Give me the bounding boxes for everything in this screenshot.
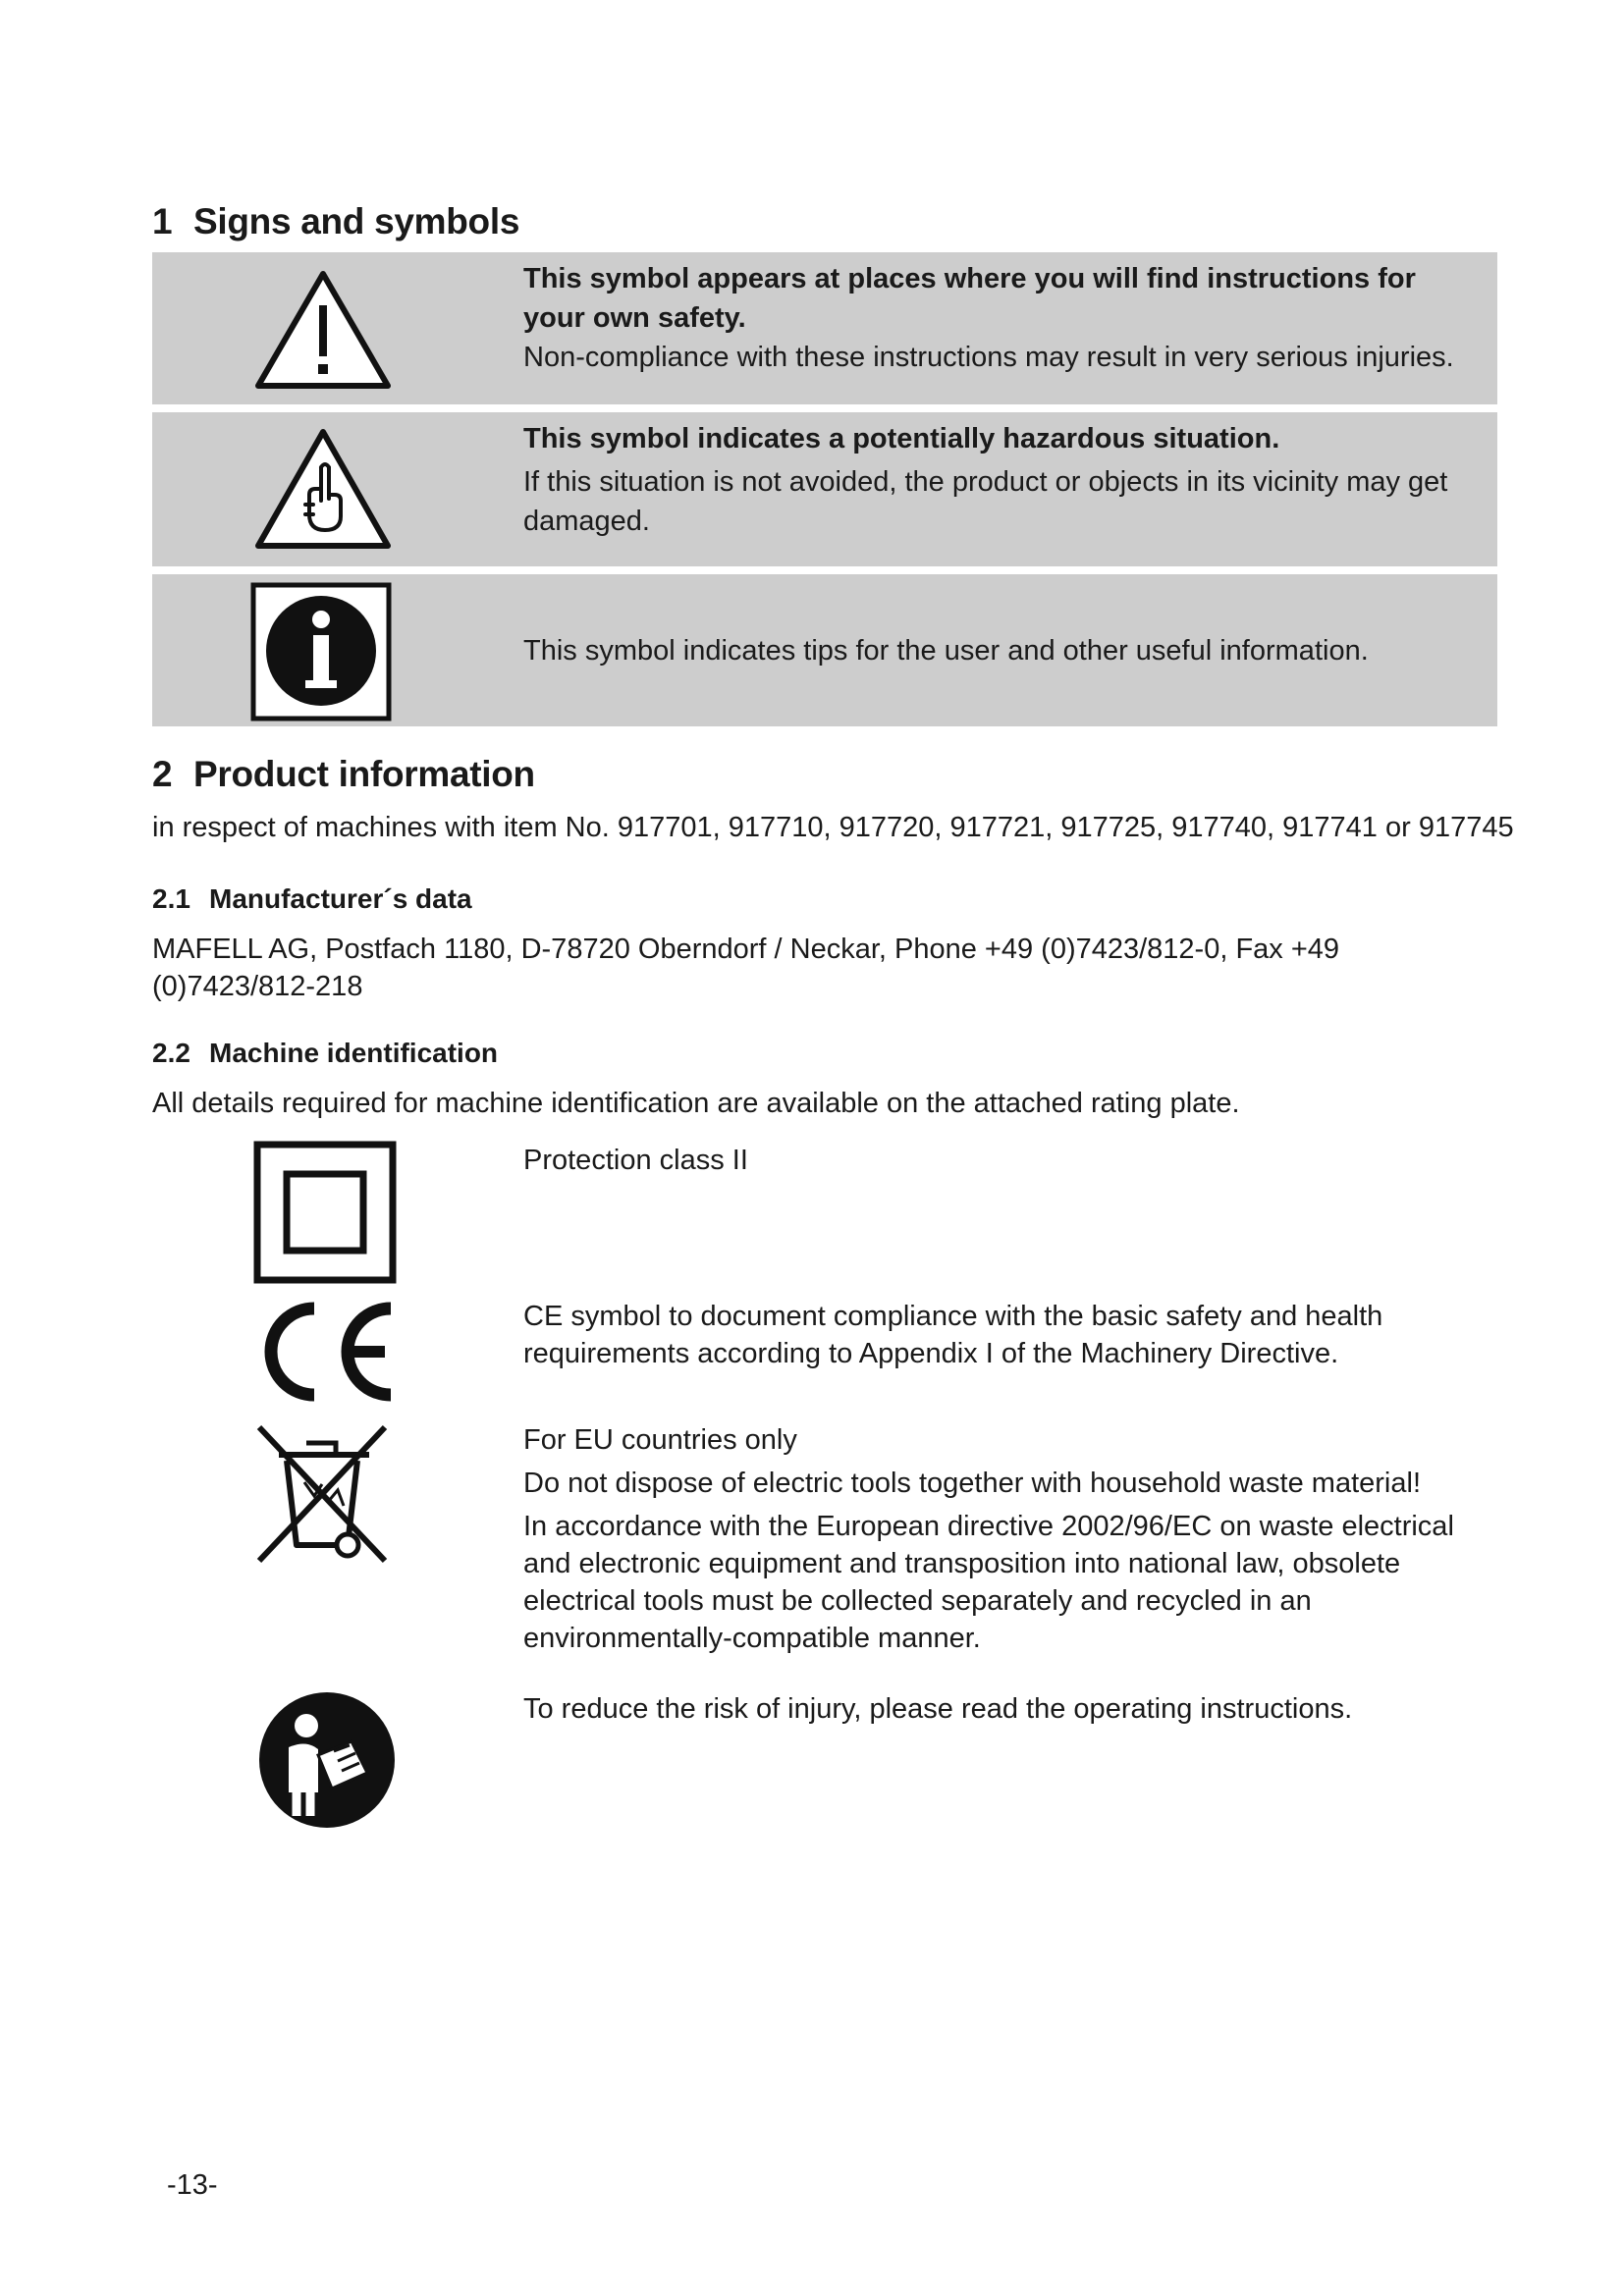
protection-class-text: Protection class II [523, 1145, 748, 1176]
subsection-heading-manufacturer: 2.1 Manufacturer´s data [152, 883, 472, 914]
symbol-hazard-bold: This symbol indicates a potentially hazardous situation. [523, 423, 1280, 454]
read-instructions-text: To reduce the risk of injury, please read the operating instructions. [523, 1693, 1353, 1725]
section-heading-product-information: 2 Product information [152, 754, 535, 794]
machine-identification-text: All details required for machine identification are available on the attached rating plate. [152, 1088, 1240, 1119]
symbol-row-info [152, 574, 1497, 726]
symbol-safety-text: Non-compliance with these instructions may result in very serious injuries. [523, 342, 1454, 373]
ce-symbol-text: CE symbol to document compliance with the basic safety and health requirements according to Appendix I of the Machinery Directive. [523, 1301, 1383, 1369]
crossed-bin-icon [253, 1421, 391, 1567]
section-heading-signs-symbols: 1 Signs and symbols [152, 201, 520, 241]
weee-disposal-text: For EU countries only Do not dispose of electric tools together with household waste material! In accordance with the European directive 2002/96/EC on waste electrical and electronic equipment and transposition into national law, obsolete electrical tools must be collected separately and recycled in an environmentally-compatible manner. [523, 1424, 1454, 1654]
subsection-heading-machine-identification: 2.2 Machine identification [152, 1038, 499, 1068]
product-items-intro: in respect of machines with item No. 917701, 917710, 917720, 917721, 917725, 917740, 917741 or 917745 [152, 812, 1514, 843]
warning-exclamation-icon [250, 266, 396, 394]
ce-mark-icon [253, 1301, 401, 1403]
page-number: -13- [167, 2169, 218, 2201]
symbol-info-text: This symbol indicates tips for the user and other useful information. [523, 635, 1369, 667]
read-manual-icon [257, 1690, 397, 1830]
symbol-safety-bold: This symbol appears at places where you will find instructions for your own safety. [523, 263, 1416, 334]
hazard-hand-icon [250, 424, 396, 556]
protection-class-ii-icon [253, 1141, 397, 1284]
info-icon [250, 582, 392, 721]
symbol-row-hazard [152, 412, 1497, 566]
symbol-hazard-text: If this situation is not avoided, the product or objects in its vicinity may get damaged. [523, 466, 1448, 537]
manufacturer-data-text: MAFELL AG, Postfach 1180, D-78720 Oberndorf / Neckar, Phone +49 (0)7423/812-0, Fax +49 (0)7423/812-218 [152, 934, 1340, 1002]
symbol-row-safety [152, 252, 1497, 404]
